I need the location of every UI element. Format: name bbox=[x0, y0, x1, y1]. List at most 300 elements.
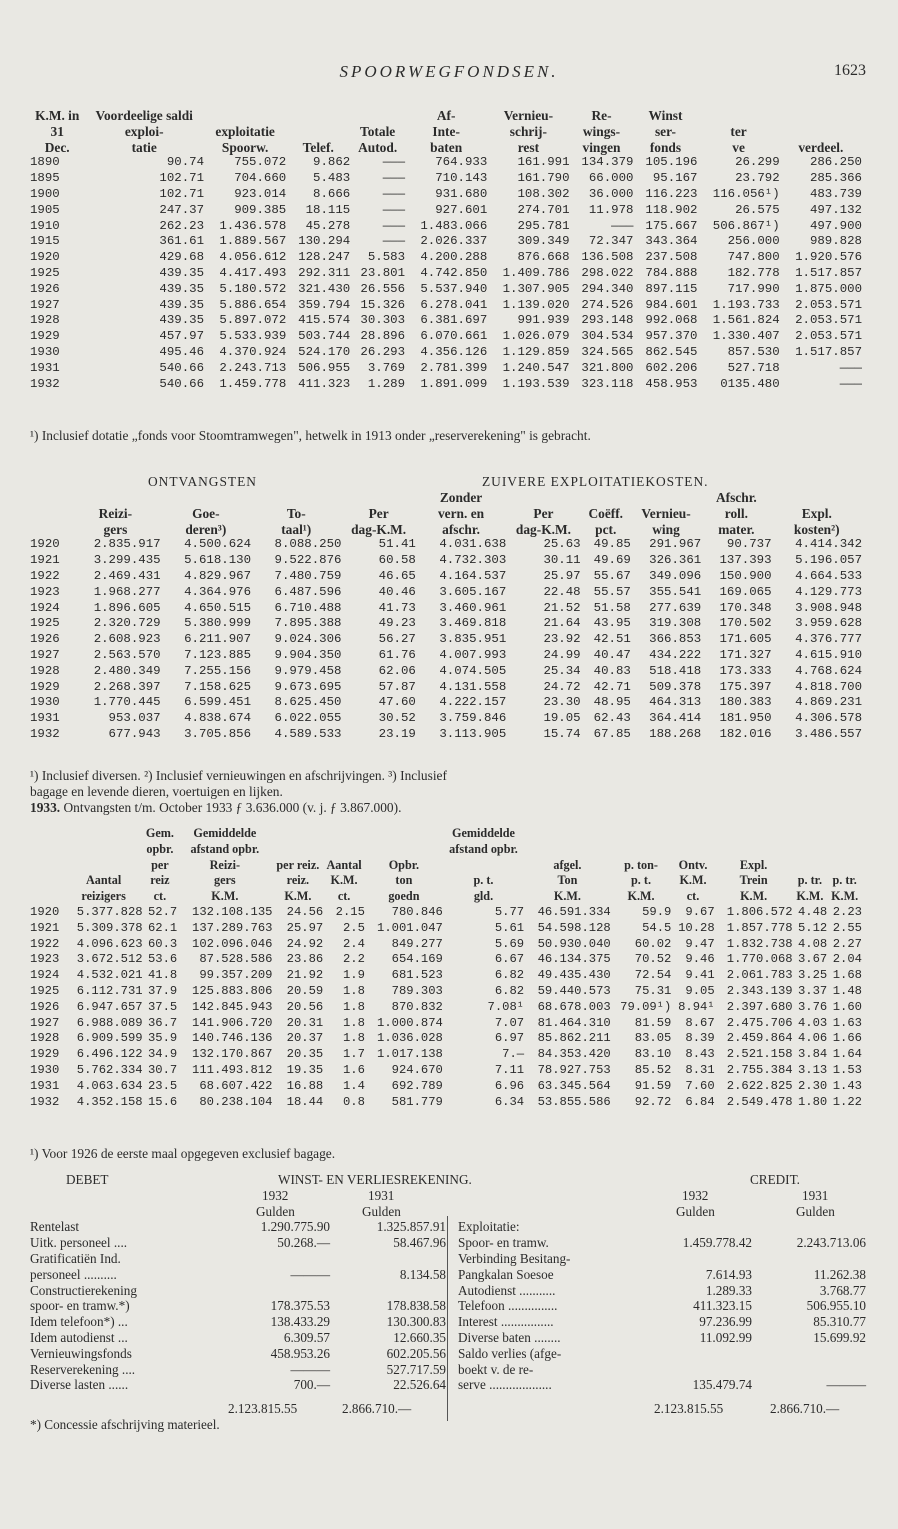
table-cell: 924.670 bbox=[391, 1062, 443, 1077]
acct-right-cell: 2.243.713.06 bbox=[796, 1235, 866, 1251]
table-cell: 62.1 bbox=[147, 920, 178, 935]
acct-right-cell: Spoor- en tramw. bbox=[458, 1235, 549, 1251]
table-cell: 10.28 bbox=[678, 920, 715, 935]
table-cell: 90.737 bbox=[726, 537, 772, 552]
table-cell: 784.888 bbox=[645, 265, 698, 280]
header-cell: Afschr. bbox=[715, 490, 757, 505]
table-row bbox=[30, 1000, 862, 1016]
table-cell: 1900 bbox=[30, 186, 60, 201]
table-cell: 1.8 bbox=[342, 1031, 365, 1046]
table-cell: 55.57 bbox=[593, 584, 631, 599]
table-cell: 359.794 bbox=[298, 297, 351, 312]
table-cell: 506.867¹) bbox=[712, 218, 780, 233]
header-row bbox=[30, 490, 862, 506]
note-1933 bbox=[30, 800, 870, 816]
section-receipts: ONTVANGSTEN bbox=[148, 474, 257, 489]
table-cell: 4.007.993 bbox=[439, 647, 507, 662]
table-cell: 45.278 bbox=[305, 218, 351, 233]
table-cell: 61.76 bbox=[378, 647, 416, 662]
table-cell: 24.56 bbox=[286, 904, 324, 919]
table-cell: 1921 bbox=[30, 553, 60, 568]
table-cell: 429.68 bbox=[159, 250, 205, 265]
table-cell: 293.148 bbox=[581, 313, 634, 328]
table-cell: 16.88 bbox=[286, 1078, 324, 1093]
acct-left-cell: 178.375.53 bbox=[270, 1298, 330, 1314]
table-cell: 132.108.135 bbox=[192, 904, 273, 919]
acct-row bbox=[30, 1235, 870, 1251]
table-cell: 24.99 bbox=[543, 647, 581, 662]
table-cell: 540.66 bbox=[159, 376, 205, 391]
table-cell: 23.19 bbox=[378, 726, 416, 741]
table-cell: 1.9 bbox=[342, 968, 365, 983]
table-cell: 524.170 bbox=[298, 344, 351, 359]
table-cell: 1932 bbox=[30, 1094, 60, 1109]
table-cell: 2.343.139 bbox=[726, 983, 793, 998]
table-cell: 984.601 bbox=[645, 297, 698, 312]
table-cell: 1.026.079 bbox=[502, 329, 570, 344]
table-cell: 931.680 bbox=[435, 186, 488, 201]
table-cell: 23.30 bbox=[543, 695, 581, 710]
table-cell: 343.364 bbox=[645, 234, 698, 249]
table-cell: 4.48 bbox=[797, 904, 828, 919]
table-cell: 298.022 bbox=[581, 265, 634, 280]
table-cell: 5.762.334 bbox=[76, 1062, 143, 1077]
header-cell bbox=[524, 826, 611, 842]
acct-left-cell: Vernieuwingsfonds bbox=[30, 1345, 132, 1361]
table-cell: 1931 bbox=[30, 711, 60, 726]
table-cell: 1.770.068 bbox=[726, 952, 793, 967]
table-cell: 3.835.951 bbox=[439, 632, 507, 647]
table-cell: 3.299.435 bbox=[93, 553, 161, 568]
table-cell: 23.792 bbox=[735, 171, 780, 186]
table-cell: 2.469.431 bbox=[93, 568, 161, 583]
table-cell: 20.59 bbox=[286, 983, 324, 998]
header-cell: To- bbox=[286, 505, 306, 521]
header-cell: Per bbox=[368, 505, 389, 521]
table-cell: 26.293 bbox=[360, 344, 406, 359]
header-cell bbox=[793, 858, 862, 874]
table-cell: 9.862 bbox=[313, 155, 351, 170]
table-cell: 84.353.420 bbox=[537, 1047, 611, 1062]
header-cell bbox=[272, 826, 323, 842]
table-cell: 72.347 bbox=[588, 234, 634, 249]
table-cell: 497.900 bbox=[809, 218, 862, 233]
table-cell: 5.61 bbox=[494, 920, 525, 935]
table-cell: 747.800 bbox=[727, 250, 780, 265]
table-cell: 3.769 bbox=[367, 360, 406, 375]
footnote-2b: bagage en levende dieren, voertuigen en lijken. bbox=[30, 784, 283, 799]
table-cell: 59.9 bbox=[642, 904, 672, 919]
table-cell: 20.37 bbox=[286, 1031, 324, 1046]
table-cell: 4.615.910 bbox=[795, 647, 862, 662]
table-cell: 170.502 bbox=[719, 616, 772, 631]
table-cell: 1927 bbox=[30, 647, 60, 662]
table-cell: 439.35 bbox=[159, 281, 205, 296]
table-cell: 1.8 bbox=[342, 1015, 365, 1030]
acct-row bbox=[30, 1219, 870, 1235]
table-cell: 67.85 bbox=[593, 726, 631, 741]
acct-right-cell: 506.955.10 bbox=[806, 1298, 866, 1314]
acct-debet: DEBET bbox=[66, 1172, 109, 1187]
table-cell: 5.77 bbox=[494, 904, 525, 919]
header-cell: pct. bbox=[595, 521, 617, 537]
header-cell: Expl. bbox=[801, 505, 832, 521]
header-cell: dag-K.M. bbox=[515, 521, 571, 537]
table-row bbox=[30, 1079, 862, 1095]
acct-right-cell: Saldo verlies (afge- bbox=[458, 1345, 562, 1361]
table-cell: 319.308 bbox=[649, 616, 702, 631]
table-cell: 2.23 bbox=[832, 904, 862, 919]
table-cell: 37.9 bbox=[147, 983, 178, 998]
table-cell: 2.243.713 bbox=[219, 360, 287, 375]
table-cell: 92.72 bbox=[634, 1094, 672, 1109]
header-cell bbox=[30, 889, 65, 905]
acct-title: WINST- EN VERLIESREKENING. bbox=[278, 1172, 472, 1187]
table-traffic bbox=[30, 826, 862, 1110]
table-cell: 24.92 bbox=[286, 936, 324, 951]
header-cell: vingen bbox=[582, 139, 621, 155]
acct-row bbox=[30, 1283, 870, 1299]
table-cell: 161.790 bbox=[517, 171, 570, 186]
table-cell: 26.575 bbox=[735, 202, 780, 217]
table-cell: 1.193.539 bbox=[502, 376, 570, 391]
table-cell: 1.889.567 bbox=[219, 234, 287, 249]
table-cell: 8.43 bbox=[685, 1047, 715, 1062]
acct-left-cell: Uitk. personeel .... bbox=[30, 1235, 128, 1251]
table-row bbox=[30, 905, 862, 921]
table-cell: 0135.480 bbox=[720, 376, 780, 391]
header-cell: exploitatie bbox=[215, 123, 275, 139]
acct-right-cell: 11.262.38 bbox=[813, 1266, 866, 1282]
header-cell: Telef. bbox=[302, 139, 334, 155]
header-cell: Ontv. bbox=[678, 857, 708, 872]
table-cell: 40.47 bbox=[593, 647, 631, 662]
header-cell: afstand opbr. bbox=[449, 841, 518, 856]
header-cell bbox=[611, 842, 672, 858]
table-row bbox=[30, 968, 862, 984]
table-cell: 857.530 bbox=[727, 344, 780, 359]
table-cell: 4.364.976 bbox=[184, 584, 252, 599]
table-cell: 361.61 bbox=[159, 234, 205, 249]
table-row bbox=[30, 585, 862, 601]
header-cell bbox=[30, 522, 70, 538]
table-row bbox=[30, 648, 862, 664]
table-cell: 5.583 bbox=[367, 250, 406, 265]
table-cell: 1927 bbox=[30, 297, 60, 312]
table-cell: 1.806.572 bbox=[726, 904, 793, 919]
table-cell: 4.376.777 bbox=[795, 632, 862, 647]
table-cell: 19.05 bbox=[543, 711, 581, 726]
table-cell: 1.330.407 bbox=[712, 329, 780, 344]
table-cell: 1.896.605 bbox=[93, 600, 161, 615]
table-cell: 128.247 bbox=[298, 250, 351, 265]
table-cell: ——— bbox=[382, 155, 406, 170]
header-cell bbox=[286, 124, 350, 140]
acct-right-cell: Telefoon ............... bbox=[458, 1298, 558, 1314]
table-cell: 40.83 bbox=[593, 663, 631, 678]
table-cell: 46.65 bbox=[378, 568, 416, 583]
table-row bbox=[30, 1047, 862, 1063]
table-cell: 415.574 bbox=[298, 313, 351, 328]
header-cell: mater. bbox=[718, 521, 755, 537]
acct-left-cell: 602.205.56 bbox=[386, 1345, 446, 1361]
table-cell: 1920 bbox=[30, 250, 60, 265]
acct-left-cell: ——— bbox=[290, 1266, 330, 1282]
table-cell: 59.440.573 bbox=[537, 983, 611, 998]
page-title: SPOORWEGFONDSEN. bbox=[339, 62, 559, 81]
table-cell: 2.268.397 bbox=[93, 679, 161, 694]
table-cell: 23.5 bbox=[147, 1078, 178, 1093]
table-cell: 326.361 bbox=[649, 553, 702, 568]
header-cell: p. t. bbox=[473, 873, 494, 888]
header-cell bbox=[611, 826, 672, 842]
table-cell: 1931 bbox=[30, 360, 60, 375]
table-cell: 85.52 bbox=[634, 1062, 672, 1077]
acct-total-right-1931: 2.866.710.— bbox=[770, 1401, 840, 1417]
header-cell: per reiz. bbox=[276, 857, 320, 872]
table-cell: 4.732.303 bbox=[439, 553, 507, 568]
table-cell: 1.891.099 bbox=[420, 376, 488, 391]
table-cell: 1890 bbox=[30, 155, 60, 170]
table-cell: 182.778 bbox=[727, 265, 780, 280]
acct-row bbox=[30, 1330, 870, 1346]
table-cell: 1.68 bbox=[832, 968, 862, 983]
table-cell: 1923 bbox=[30, 584, 60, 599]
table-cell: 6.211.907 bbox=[184, 632, 252, 647]
table-cell: 755.072 bbox=[234, 155, 287, 170]
table-cell: 1923 bbox=[30, 952, 60, 967]
table-financial-summary bbox=[30, 108, 862, 392]
header-cell bbox=[70, 490, 160, 506]
table-row bbox=[30, 569, 862, 585]
table-cell: 2.475.706 bbox=[726, 1015, 793, 1030]
table-row bbox=[30, 937, 862, 953]
table-cell: 5.380.999 bbox=[184, 616, 252, 631]
table-cell: 495.46 bbox=[159, 344, 205, 359]
header-cell: Aantal bbox=[326, 857, 362, 872]
table-cell: 1.001.047 bbox=[377, 920, 443, 935]
table-cell: 285.366 bbox=[809, 171, 862, 186]
table-cell: 4.063.634 bbox=[76, 1078, 143, 1093]
table-cell: 2.459.864 bbox=[726, 1031, 793, 1046]
table-cell: 85.862.211 bbox=[537, 1031, 611, 1046]
header-row bbox=[30, 873, 862, 889]
table-cell: 4.650.515 bbox=[184, 600, 252, 615]
acct-right-cell: 97.236.99 bbox=[699, 1314, 752, 1330]
table-cell: 4.056.612 bbox=[219, 250, 287, 265]
table-cell: 2.521.158 bbox=[726, 1047, 793, 1062]
table-cell: 6.947.657 bbox=[76, 999, 143, 1014]
table-cell: 5.618.130 bbox=[184, 553, 252, 568]
table-cell: 9.67 bbox=[685, 904, 715, 919]
header-row bbox=[30, 858, 862, 874]
acct-left-cell: personeel .......... bbox=[30, 1266, 117, 1282]
acct-left-cell: Idem autodienst ... bbox=[30, 1329, 128, 1345]
table-cell: 118.902 bbox=[645, 202, 698, 217]
table-cell: 49.85 bbox=[593, 537, 631, 552]
table-cell: 464.313 bbox=[649, 695, 702, 710]
table-cell: ——— bbox=[382, 234, 406, 249]
table-cell: 1.307.905 bbox=[502, 281, 570, 296]
table-cell: 161.991 bbox=[517, 155, 570, 170]
header-cell: baten bbox=[430, 139, 463, 155]
table-cell: 3.76 bbox=[797, 999, 828, 1014]
table-cell: 710.143 bbox=[435, 171, 488, 186]
table-cell: 41.8 bbox=[147, 968, 178, 983]
acct-right-cell: Autodienst ........... bbox=[458, 1282, 556, 1298]
table-cell: 2.4 bbox=[342, 936, 365, 951]
header-cell: vern. en bbox=[437, 505, 485, 521]
acct-row bbox=[30, 1346, 870, 1362]
table-cell: 2.549.478 bbox=[726, 1094, 793, 1109]
table-cell: 681.523 bbox=[391, 968, 443, 983]
table-cell: 4.031.638 bbox=[439, 537, 507, 552]
table-cell: 26.299 bbox=[735, 155, 780, 170]
table-cell: 72.54 bbox=[634, 968, 672, 983]
table-cell: 142.845.943 bbox=[192, 999, 273, 1014]
table-cell: 60.58 bbox=[378, 553, 416, 568]
table-cell: 483.739 bbox=[809, 186, 862, 201]
header-row bbox=[30, 889, 862, 905]
table-cell: 4.417.493 bbox=[219, 265, 287, 280]
footnote-3: ¹) Voor 1926 de eerste maal opgegeven exclusief bagage. bbox=[30, 1146, 336, 1161]
table-cell: 1.036.028 bbox=[377, 1031, 443, 1046]
table-cell: 2.061.783 bbox=[726, 968, 793, 983]
table-cell: 5.377.828 bbox=[76, 904, 143, 919]
table-cell: 364.414 bbox=[649, 711, 702, 726]
header-cell: ct. bbox=[337, 889, 351, 904]
table-cell: 56.27 bbox=[378, 632, 416, 647]
table-cell: 355.541 bbox=[649, 584, 702, 599]
header-cell: Af- bbox=[436, 108, 456, 123]
table-cell: 6.96 bbox=[494, 1078, 525, 1093]
header-cell: Spoorw. bbox=[221, 139, 269, 155]
table-cell: 3.469.818 bbox=[439, 616, 507, 631]
header-cell bbox=[671, 826, 862, 842]
table-cell: 25.97 bbox=[286, 920, 324, 935]
table-cell: 54.598.128 bbox=[537, 920, 611, 935]
table-row bbox=[30, 282, 862, 298]
table-cell: 180.383 bbox=[719, 695, 772, 710]
acct-left-cell: ——— bbox=[290, 1361, 330, 1377]
table-cell: 80.238.104 bbox=[199, 1094, 273, 1109]
table-cell: 717.990 bbox=[727, 281, 780, 296]
table-cell: 1.017.138 bbox=[377, 1047, 443, 1062]
table-cell: 2.04 bbox=[832, 952, 862, 967]
header-cell bbox=[286, 108, 350, 124]
table-cell: 9.47 bbox=[685, 936, 715, 951]
header-cell: wings- bbox=[582, 123, 621, 139]
table-cell: 1932 bbox=[30, 726, 60, 741]
table-cell: 6.278.041 bbox=[420, 297, 488, 312]
table-cell: 1.63 bbox=[832, 1015, 862, 1030]
table-cell: 1930 bbox=[30, 1062, 60, 1077]
table-receipts-costs bbox=[30, 490, 862, 743]
table-cell: 274.526 bbox=[581, 297, 634, 312]
table-cell: 41.73 bbox=[378, 600, 416, 615]
acct-right-cell: boekt v. de re- bbox=[458, 1361, 534, 1377]
table-cell: 5.537.940 bbox=[420, 281, 488, 296]
table-cell: 4.356.126 bbox=[420, 344, 488, 359]
table-cell: 21.92 bbox=[286, 968, 324, 983]
page-header bbox=[0, 62, 898, 86]
table-cell: 989.828 bbox=[809, 234, 862, 249]
table-cell: 764.933 bbox=[435, 155, 488, 170]
acct-gulden-2: Gulden bbox=[362, 1203, 401, 1219]
table-cell: 42.71 bbox=[593, 679, 631, 694]
header-cell: Gemiddelde bbox=[193, 826, 257, 840]
table-cell: 6.988.089 bbox=[76, 1015, 143, 1030]
table-cell: 3.37 bbox=[797, 983, 828, 998]
table-cell: 870.832 bbox=[391, 999, 443, 1014]
header-cell: 31 bbox=[50, 123, 64, 139]
table-cell: 20.56 bbox=[286, 999, 324, 1014]
table-cell: 5.309.378 bbox=[76, 920, 143, 935]
table-cell: 1.60 bbox=[832, 999, 862, 1014]
table-cell: 68.678.003 bbox=[537, 999, 611, 1014]
table-cell: 4.818.700 bbox=[795, 679, 862, 694]
table-cell: 953.037 bbox=[108, 711, 161, 726]
header-cell: K.M. bbox=[211, 889, 239, 904]
header-cell bbox=[30, 842, 65, 858]
header-row bbox=[30, 506, 862, 522]
table-cell: 21.52 bbox=[543, 600, 581, 615]
table-cell: 30.7 bbox=[147, 1062, 178, 1077]
table-cell: 1926 bbox=[30, 632, 60, 647]
table-cell: 4.306.578 bbox=[795, 711, 862, 726]
table-row bbox=[30, 632, 862, 648]
table-cell: 105.196 bbox=[645, 155, 698, 170]
table-cell: 1.43 bbox=[832, 1078, 862, 1093]
table-cell: 1.875.000 bbox=[795, 281, 862, 296]
table-cell: 188.268 bbox=[649, 726, 702, 741]
acct-row bbox=[30, 1362, 870, 1378]
acct-left-cell: 178.838.58 bbox=[386, 1298, 446, 1314]
table-cell: 1920 bbox=[30, 904, 60, 919]
table-cell: 3.759.846 bbox=[439, 711, 507, 726]
table-cell: 182.016 bbox=[719, 726, 772, 741]
table-cell: 4.589.533 bbox=[274, 726, 342, 741]
table-cell: 1924 bbox=[30, 968, 60, 983]
table-cell: 3.959.628 bbox=[795, 616, 862, 631]
table-cell: 81.464.310 bbox=[537, 1015, 611, 1030]
table-cell: 6.909.599 bbox=[76, 1031, 143, 1046]
table-cell: 2.480.349 bbox=[93, 663, 161, 678]
table-cell: 50.930.040 bbox=[537, 936, 611, 951]
header-cell: Ton bbox=[557, 873, 578, 888]
table-row bbox=[30, 345, 862, 361]
header-cell: opbr. bbox=[146, 841, 174, 856]
table-cell: 3.25 bbox=[797, 968, 828, 983]
table-cell: 518.418 bbox=[649, 663, 702, 678]
header-cell: ter bbox=[730, 123, 747, 139]
table-cell: 1.770.445 bbox=[93, 695, 161, 710]
table-cell: 3.113.905 bbox=[439, 726, 507, 741]
table-cell: 49.69 bbox=[593, 553, 631, 568]
table-cell: 7.255.156 bbox=[184, 663, 252, 678]
table-cell: 458.953 bbox=[645, 376, 698, 391]
table-cell: 411.323 bbox=[298, 376, 351, 391]
header-cell bbox=[772, 490, 862, 506]
header-cell: kosten²) bbox=[793, 521, 840, 537]
table-row bbox=[30, 680, 862, 696]
table-cell: 53.855.586 bbox=[537, 1094, 611, 1109]
table-cell: 46.134.375 bbox=[537, 952, 611, 967]
table-cell: 1.7 bbox=[342, 1047, 365, 1062]
table-cell: ——— bbox=[839, 360, 862, 375]
header-cell: verdeel. bbox=[798, 139, 844, 155]
note-1933-year: 1933. bbox=[30, 800, 61, 815]
